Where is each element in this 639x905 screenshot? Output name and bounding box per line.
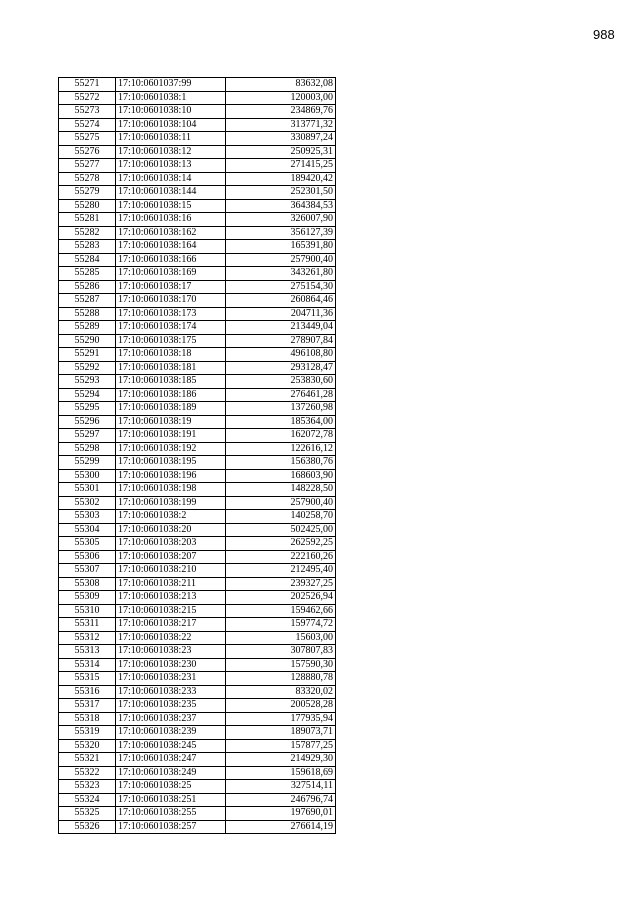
row-number-cell: 55322 [59, 766, 116, 780]
row-number-cell: 55284 [59, 253, 116, 267]
cadastral-value-table [58, 77, 336, 834]
row-number-cell: 55279 [59, 186, 116, 200]
cadastral-value-cell: 140258,70 [226, 510, 336, 524]
row-number-cell: 55302 [59, 496, 116, 510]
cadastral-number-cell: 17:10:0601037:99 [116, 78, 226, 92]
row-number-cell: 55286 [59, 280, 116, 294]
cadastral-number-cell: 17:10:0601038:15 [116, 199, 226, 213]
table-row [59, 604, 336, 618]
cadastral-number-cell: 17:10:0601038:189 [116, 402, 226, 416]
row-number-cell: 55301 [59, 483, 116, 497]
row-number-cell: 55291 [59, 348, 116, 362]
cadastral-number-cell: 17:10:0601038:247 [116, 753, 226, 767]
table-row [59, 159, 336, 173]
cadastral-value-cell: 83632,08 [226, 78, 336, 92]
row-number-cell: 55305 [59, 537, 116, 551]
cadastral-value-cell: 364384,53 [226, 199, 336, 213]
table-row [59, 807, 336, 821]
cadastral-number-cell: 17:10:0601038:23 [116, 645, 226, 659]
cadastral-number-cell: 17:10:0601038:230 [116, 658, 226, 672]
row-number-cell: 55320 [59, 739, 116, 753]
cadastral-value-cell: 250925,31 [226, 145, 336, 159]
cadastral-value-cell: 253830,60 [226, 375, 336, 389]
cadastral-value-cell: 159462,66 [226, 604, 336, 618]
table-row [59, 483, 336, 497]
table-row [59, 348, 336, 362]
cadastral-number-cell: 17:10:0601038:162 [116, 226, 226, 240]
cadastral-number-cell: 17:10:0601038:185 [116, 375, 226, 389]
cadastral-value-cell: 262592,25 [226, 537, 336, 551]
table-row [59, 226, 336, 240]
table-row [59, 361, 336, 375]
table-row [59, 726, 336, 740]
cadastral-value-cell: 278907,84 [226, 334, 336, 348]
table-row [59, 105, 336, 119]
cadastral-number-cell: 17:10:0601038:239 [116, 726, 226, 740]
table-row [59, 631, 336, 645]
cadastral-number-cell: 17:10:0601038:169 [116, 267, 226, 281]
cadastral-value-cell: 271415,25 [226, 159, 336, 173]
cadastral-number-cell: 17:10:0601038:207 [116, 550, 226, 564]
cadastral-value-cell: 202526,94 [226, 591, 336, 605]
cadastral-number-cell: 17:10:0601038:210 [116, 564, 226, 578]
row-number-cell: 55303 [59, 510, 116, 524]
cadastral-value-cell: 356127,39 [226, 226, 336, 240]
cadastral-value-cell: 204711,36 [226, 307, 336, 321]
cadastral-number-cell: 17:10:0601038:196 [116, 469, 226, 483]
cadastral-value-cell: 239327,25 [226, 577, 336, 591]
cadastral-number-cell: 17:10:0601038:198 [116, 483, 226, 497]
cadastral-value-cell: 165391,80 [226, 240, 336, 254]
row-number-cell: 55324 [59, 793, 116, 807]
cadastral-value-cell: 343261,80 [226, 267, 336, 281]
table-row [59, 564, 336, 578]
table-row [59, 132, 336, 146]
table-row [59, 658, 336, 672]
cadastral-value-cell: 213449,04 [226, 321, 336, 335]
cadastral-number-cell: 17:10:0601038:211 [116, 577, 226, 591]
table-row [59, 307, 336, 321]
row-number-cell: 55298 [59, 442, 116, 456]
table-row [59, 456, 336, 470]
cadastral-number-cell: 17:10:0601038:233 [116, 685, 226, 699]
row-number-cell: 55325 [59, 807, 116, 821]
table-row [59, 402, 336, 416]
cadastral-number-cell: 17:10:0601038:249 [116, 766, 226, 780]
table-row [59, 496, 336, 510]
row-number-cell: 55275 [59, 132, 116, 146]
cadastral-value-cell: 260864,46 [226, 294, 336, 308]
cadastral-number-cell: 17:10:0601038:215 [116, 604, 226, 618]
cadastral-number-cell: 17:10:0601038:257 [116, 820, 226, 834]
cadastral-number-cell: 17:10:0601038:19 [116, 415, 226, 429]
table-row [59, 213, 336, 227]
cadastral-number-cell: 17:10:0601038:191 [116, 429, 226, 443]
row-number-cell: 55297 [59, 429, 116, 443]
cadastral-value-cell: 197690,01 [226, 807, 336, 821]
table-row [59, 577, 336, 591]
cadastral-number-cell: 17:10:0601038:12 [116, 145, 226, 159]
cadastral-value-cell: 214929,30 [226, 753, 336, 767]
cadastral-number-cell: 17:10:0601038:1 [116, 91, 226, 105]
cadastral-value-cell: 157877,25 [226, 739, 336, 753]
table-row [59, 91, 336, 105]
cadastral-number-cell: 17:10:0601038:217 [116, 618, 226, 632]
cadastral-number-cell: 17:10:0601038:173 [116, 307, 226, 321]
cadastral-value-cell: 293128,47 [226, 361, 336, 375]
table-row [59, 753, 336, 767]
table-row [59, 739, 336, 753]
table-row [59, 145, 336, 159]
table-row [59, 672, 336, 686]
cadastral-value-cell: 275154,30 [226, 280, 336, 294]
cadastral-value-cell: 496108,80 [226, 348, 336, 362]
table-row [59, 280, 336, 294]
row-number-cell: 55288 [59, 307, 116, 321]
cadastral-value-cell: 162072,78 [226, 429, 336, 443]
cadastral-value-cell: 168603,90 [226, 469, 336, 483]
cadastral-number-cell: 17:10:0601038:181 [116, 361, 226, 375]
table-row [59, 118, 336, 132]
table-row [59, 253, 336, 267]
cadastral-number-cell: 17:10:0601038:231 [116, 672, 226, 686]
cadastral-value-cell: 83320,02 [226, 685, 336, 699]
row-number-cell: 55282 [59, 226, 116, 240]
cadastral-value-cell: 313771,32 [226, 118, 336, 132]
table-row [59, 591, 336, 605]
cadastral-number-cell: 17:10:0601038:104 [116, 118, 226, 132]
row-number-cell: 55294 [59, 388, 116, 402]
table-row [59, 618, 336, 632]
cadastral-value-cell: 177935,94 [226, 712, 336, 726]
cadastral-number-cell: 17:10:0601038:170 [116, 294, 226, 308]
row-number-cell: 55319 [59, 726, 116, 740]
cadastral-value-cell: 157590,30 [226, 658, 336, 672]
cadastral-number-cell: 17:10:0601038:213 [116, 591, 226, 605]
cadastral-value-cell: 15603,00 [226, 631, 336, 645]
table-row [59, 645, 336, 659]
row-number-cell: 55312 [59, 631, 116, 645]
row-number-cell: 55323 [59, 780, 116, 794]
table-row [59, 685, 336, 699]
table-row [59, 375, 336, 389]
cadastral-value-cell: 234869,76 [226, 105, 336, 119]
row-number-cell: 55292 [59, 361, 116, 375]
table-row [59, 415, 336, 429]
cadastral-number-cell: 17:10:0601038:2 [116, 510, 226, 524]
row-number-cell: 55283 [59, 240, 116, 254]
row-number-cell: 55295 [59, 402, 116, 416]
row-number-cell: 55281 [59, 213, 116, 227]
cadastral-number-cell: 17:10:0601038:203 [116, 537, 226, 551]
cadastral-value-cell: 159618,69 [226, 766, 336, 780]
cadastral-value-cell: 330897,24 [226, 132, 336, 146]
table-row [59, 780, 336, 794]
cadastral-number-cell: 17:10:0601038:164 [116, 240, 226, 254]
cadastral-value-cell: 257900,40 [226, 496, 336, 510]
row-number-cell: 55326 [59, 820, 116, 834]
cadastral-value-cell: 189073,71 [226, 726, 336, 740]
row-number-cell: 55321 [59, 753, 116, 767]
table-body [59, 78, 336, 834]
table-row [59, 429, 336, 443]
row-number-cell: 55317 [59, 699, 116, 713]
table-row [59, 523, 336, 537]
cadastral-number-cell: 17:10:0601038:195 [116, 456, 226, 470]
cadastral-value-cell: 307807,83 [226, 645, 336, 659]
table-row [59, 186, 336, 200]
cadastral-number-cell: 17:10:0601038:186 [116, 388, 226, 402]
cadastral-value-cell: 327514,11 [226, 780, 336, 794]
row-number-cell: 55299 [59, 456, 116, 470]
row-number-cell: 55296 [59, 415, 116, 429]
table-row [59, 321, 336, 335]
table-row [59, 388, 336, 402]
cadastral-number-cell: 17:10:0601038:16 [116, 213, 226, 227]
row-number-cell: 55293 [59, 375, 116, 389]
cadastral-value-cell: 222160,26 [226, 550, 336, 564]
table-row [59, 793, 336, 807]
cadastral-number-cell: 17:10:0601038:255 [116, 807, 226, 821]
table-row [59, 199, 336, 213]
cadastral-number-cell: 17:10:0601038:245 [116, 739, 226, 753]
cadastral-number-cell: 17:10:0601038:237 [116, 712, 226, 726]
cadastral-value-cell: 128880,78 [226, 672, 336, 686]
row-number-cell: 55308 [59, 577, 116, 591]
table-row [59, 78, 336, 92]
cadastral-value-cell: 148228,50 [226, 483, 336, 497]
cadastral-number-cell: 17:10:0601038:22 [116, 631, 226, 645]
row-number-cell: 55300 [59, 469, 116, 483]
cadastral-value-cell: 159774,72 [226, 618, 336, 632]
cadastral-value-cell: 276461,28 [226, 388, 336, 402]
table-row [59, 334, 336, 348]
row-number-cell: 55285 [59, 267, 116, 281]
cadastral-value-cell: 137260,98 [226, 402, 336, 416]
row-number-cell: 55287 [59, 294, 116, 308]
cadastral-number-cell: 17:10:0601038:10 [116, 105, 226, 119]
table-row [59, 294, 336, 308]
row-number-cell: 55276 [59, 145, 116, 159]
row-number-cell: 55314 [59, 658, 116, 672]
row-number-cell: 55313 [59, 645, 116, 659]
cadastral-value-cell: 326007,90 [226, 213, 336, 227]
table-row [59, 699, 336, 713]
row-number-cell: 55318 [59, 712, 116, 726]
row-number-cell: 55307 [59, 564, 116, 578]
row-number-cell: 55277 [59, 159, 116, 173]
cadastral-number-cell: 17:10:0601038:251 [116, 793, 226, 807]
row-number-cell: 55271 [59, 78, 116, 92]
cadastral-value-cell: 257900,40 [226, 253, 336, 267]
cadastral-number-cell: 17:10:0601038:25 [116, 780, 226, 794]
table-row [59, 469, 336, 483]
cadastral-number-cell: 17:10:0601038:192 [116, 442, 226, 456]
table-row [59, 820, 336, 834]
cadastral-value-cell: 200528,28 [226, 699, 336, 713]
cadastral-number-cell: 17:10:0601038:17 [116, 280, 226, 294]
row-number-cell: 55272 [59, 91, 116, 105]
row-number-cell: 55310 [59, 604, 116, 618]
row-number-cell: 55273 [59, 105, 116, 119]
cadastral-value-cell: 185364,00 [226, 415, 336, 429]
row-number-cell: 55309 [59, 591, 116, 605]
row-number-cell: 55290 [59, 334, 116, 348]
table-row [59, 240, 336, 254]
row-number-cell: 55311 [59, 618, 116, 632]
table-row [59, 442, 336, 456]
row-number-cell: 55304 [59, 523, 116, 537]
cadastral-value-cell: 189420,42 [226, 172, 336, 186]
cadastral-number-cell: 17:10:0601038:14 [116, 172, 226, 186]
row-number-cell: 55280 [59, 199, 116, 213]
table-row [59, 712, 336, 726]
cadastral-value-cell: 156380,76 [226, 456, 336, 470]
row-number-cell: 55306 [59, 550, 116, 564]
table-row [59, 267, 336, 281]
row-number-cell: 55289 [59, 321, 116, 335]
cadastral-number-cell: 17:10:0601038:18 [116, 348, 226, 362]
cadastral-value-cell: 276614,19 [226, 820, 336, 834]
row-number-cell: 55315 [59, 672, 116, 686]
cadastral-value-cell: 246796,74 [226, 793, 336, 807]
cadastral-number-cell: 17:10:0601038:166 [116, 253, 226, 267]
cadastral-number-cell: 17:10:0601038:11 [116, 132, 226, 146]
cadastral-value-cell: 122616,12 [226, 442, 336, 456]
row-number-cell: 55316 [59, 685, 116, 699]
cadastral-number-cell: 17:10:0601038:199 [116, 496, 226, 510]
cadastral-number-cell: 17:10:0601038:175 [116, 334, 226, 348]
row-number-cell: 55278 [59, 172, 116, 186]
table-row [59, 537, 336, 551]
cadastral-number-cell: 17:10:0601038:235 [116, 699, 226, 713]
cadastral-number-cell: 17:10:0601038:174 [116, 321, 226, 335]
cadastral-value-cell: 252301,50 [226, 186, 336, 200]
page-number: 988 [593, 27, 615, 42]
cadastral-value-cell: 212495,40 [226, 564, 336, 578]
cadastral-value-cell: 120003,00 [226, 91, 336, 105]
cadastral-number-cell: 17:10:0601038:13 [116, 159, 226, 173]
cadastral-number-cell: 17:10:0601038:144 [116, 186, 226, 200]
cadastral-value-cell: 502425,00 [226, 523, 336, 537]
row-number-cell: 55274 [59, 118, 116, 132]
table-row [59, 172, 336, 186]
table-row [59, 510, 336, 524]
table-row [59, 766, 336, 780]
cadastral-number-cell: 17:10:0601038:20 [116, 523, 226, 537]
table-row [59, 550, 336, 564]
